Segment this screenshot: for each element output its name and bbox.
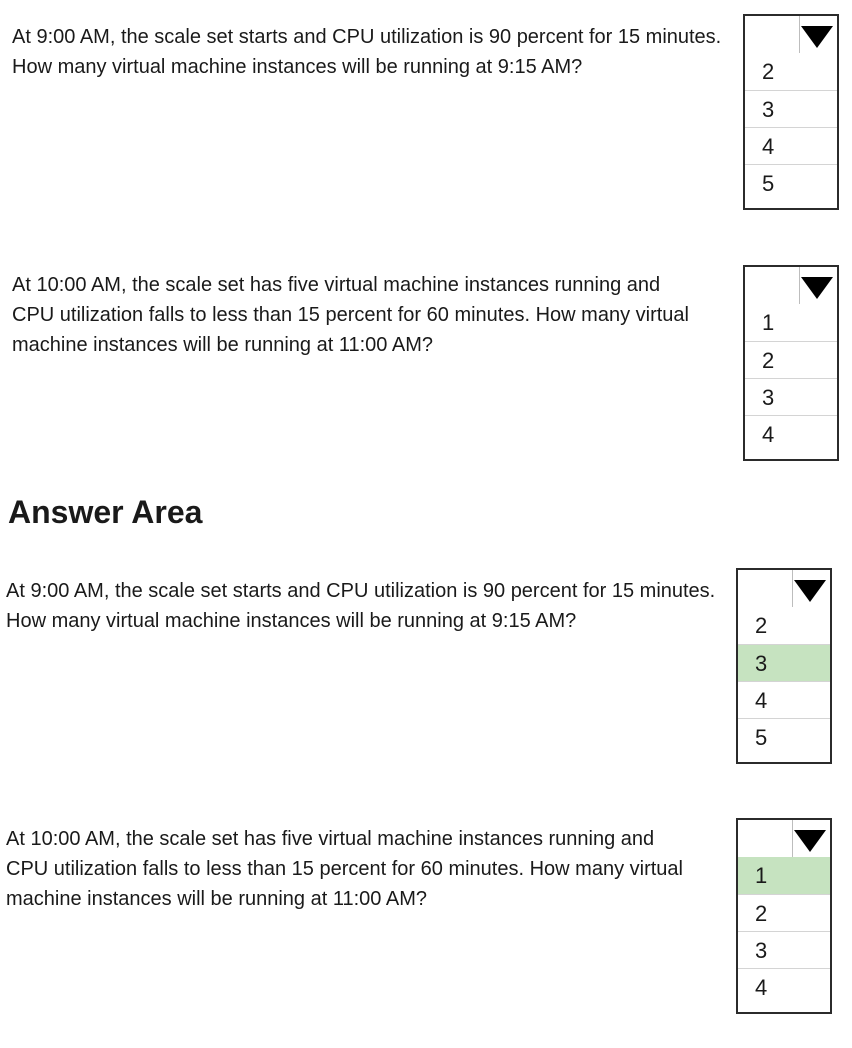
answer-question-2-dropdown[interactable] <box>736 818 832 1014</box>
dropdown-header[interactable] <box>738 570 830 607</box>
triangle-down-icon[interactable] <box>794 580 826 602</box>
dropdown-option[interactable]: 2 <box>755 613 768 638</box>
dropdown-option[interactable]: 4 <box>745 415 837 452</box>
dropdown-option[interactable]: 5 <box>738 718 830 755</box>
dropdown-selected-value[interactable] <box>738 570 793 607</box>
dropdown-option[interactable]: 5 <box>745 164 837 201</box>
answer-question-2-text: At 10:00 AM, the scale set has five virtual machine instances running and CPU utilization falls to less than 15 percent for 60 minutes. How many virtual machine instances will be running at 11:00 AM? <box>6 828 683 910</box>
dropdown-header[interactable] <box>738 820 830 857</box>
answer-area-heading: Answer Area <box>8 494 203 530</box>
triangle-down-icon[interactable] <box>794 830 826 852</box>
dropdown-selected-value[interactable] <box>738 820 793 857</box>
dropdown-option[interactable]: 3 <box>745 90 837 127</box>
dropdown-selected-value[interactable] <box>745 16 800 53</box>
dropdown-options <box>738 857 830 1005</box>
dropdown-option[interactable]: 2 <box>745 341 837 378</box>
question-2-text: At 10:00 AM, the scale set has five virtual machine instances running and CPU utilization falls to less than 15 percent for 60 minutes. How many virtual machine instances will be running at 11:00 AM? <box>12 274 689 356</box>
answer-question-1-text: At 9:00 AM, the scale set starts and CPU utilization is 90 percent for 15 minutes. How many virtual machine instances will be running at 9:15 AM? <box>6 580 716 632</box>
dropdown-option[interactable]: 4 <box>745 127 837 164</box>
triangle-down-icon[interactable] <box>801 277 833 299</box>
dropdown-option[interactable]: 2 <box>762 59 775 84</box>
dropdown-option[interactable]: 3 <box>738 931 830 968</box>
dropdown-option[interactable]: 4 <box>738 968 830 1005</box>
dropdown-option[interactable]: 3 <box>745 378 837 415</box>
dropdown-header[interactable] <box>745 267 837 304</box>
dropdown-option-selected[interactable]: 1 <box>738 857 830 894</box>
triangle-down-icon[interactable] <box>801 26 833 48</box>
question-2-dropdown[interactable] <box>743 265 839 461</box>
dropdown-option[interactable]: 1 <box>762 310 775 335</box>
dropdown-header[interactable] <box>745 16 837 53</box>
question-1-text: At 9:00 AM, the scale set starts and CPU utilization is 90 percent for 15 minutes. How many virtual machine instances will be running at 9:15 AM? <box>12 26 722 78</box>
dropdown-options <box>745 304 837 452</box>
dropdown-option[interactable]: 4 <box>738 681 830 718</box>
question-1-dropdown[interactable] <box>743 14 839 210</box>
dropdown-options <box>738 607 830 755</box>
answer-question-1-dropdown[interactable] <box>736 568 832 764</box>
dropdown-options <box>745 53 837 201</box>
dropdown-option[interactable]: 2 <box>738 894 830 931</box>
dropdown-selected-value[interactable] <box>745 267 800 304</box>
dropdown-option-selected[interactable]: 3 <box>738 644 830 681</box>
